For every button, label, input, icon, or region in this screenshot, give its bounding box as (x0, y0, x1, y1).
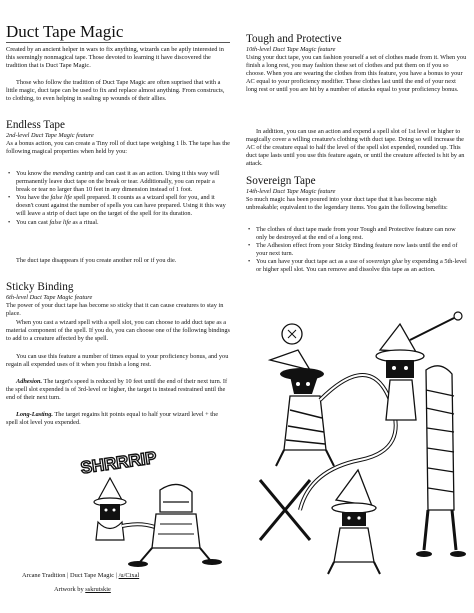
endless-tape-heading: Endless Tape (6, 119, 65, 131)
sticky-binding-paragraph-1: The power of your duct tape has become so sticky that it can cause creatures to stay in place. (6, 302, 224, 318)
long-lasting-paragraph: Long-Lasting. The target regains hit points equal to half your wizard level + the spell slot level you expended. (6, 411, 218, 427)
page-title: Duct Tape Magic (6, 22, 124, 41)
sovereign-tape-paragraph: So much magic has been poured into your duct tape that it has become nigh unbreakable; equivalent to the legendary items. You gain the following benefits: (246, 196, 448, 212)
sticky-binding-paragraph-2: When you cast a wizard spell with a spell slot, you can choose to add duct tape as a material component of the spell. If you do, you can choose one of the following bindings to add to a creature affected by the spell. (6, 319, 231, 343)
tough-protective-paragraph-2: In addition, you can use an action and expend a spell slot of 1st level or higher to magically cover a willing creature's clothing with duct tape. Doing so will increase the AC of the creature equal to half the level of the spell slot expended, rounded up. This duct tape lasts until you use this feature again, or until the creature affected is hit by an attack. (246, 128, 465, 168)
intro-paragraph-2: Those who follow the tradition of Duct Tape Magic are often suprised that with a little magic, duct tape can be used to fix and replace almost anything. From constructs, to clothing, to even helping in sealing up wounds of their allies. (6, 79, 225, 103)
taping-knight-artwork (60, 440, 230, 570)
duct-tape-wizards-artwork (240, 310, 470, 580)
artist-link[interactable]: sskrutskie (85, 586, 111, 593)
sovereign-tape-subheading: 14th-level Duct Tape Magic feature (246, 188, 336, 195)
list-item: • The clothes of duct tape made from your Tough and Protective feature can now only be destroyed at the end of a long rest. (246, 226, 468, 242)
endless-tape-subheading: 2nd-level Duct Tape Magic feature (6, 132, 94, 139)
tough-protective-heading: Tough and Protective (246, 33, 342, 45)
tough-protective-subheading: 10th-level Duct Tape Magic feature (246, 46, 336, 53)
author-link[interactable]: /u/Cixal (118, 572, 140, 579)
sticky-binding-heading: Sticky Binding (6, 281, 74, 293)
endless-tape-paragraph: As a bonus action, you can create a Tiny roll of duct tape weighing 1 lb. The tape has the following magical properties when held by you: (6, 140, 230, 156)
sticky-binding-subheading: 6th-level Duct Tape Magic feature (6, 294, 93, 301)
intro-paragraph-1: Created by an ancient helper in wars to fix anything, wizards can be aptly interested in this seemingly nonmagical tape. Those devoted to learning it have discovered the tradition that is Duct Tape Magic. (6, 46, 224, 70)
list-item: • You can cast false life as a ritual. (6, 219, 230, 227)
list-item: • You know the mending cantrip and can cast it as an action. Using it this way will permanently leave duct tape on the break or tear. Additionally, you can repair a break or tear no larger than 10 feet in any dimension instead of 1 foot. (6, 170, 230, 194)
sfx-text: SHRRRIP (79, 447, 158, 478)
tough-protective-paragraph-1: Using your duct tape, you can fashion yourself a set of clothes made from it. When you finish a long rest, you may fashion these set of clothes and put them on if you so choose. When you are wearing the clothes from this feature, you have a bonus to your AC equal to your proficiency modifier. These clothes last until the end of your next long rest or until you are hit by a number of attacks equal to your proficiency bonus. (246, 54, 467, 94)
list-item: • You can have your duct tape act as a use of sovereign glue by expending a 5th-level or higher spell slot. You can remove and dissolve this tape as an action. (246, 258, 468, 274)
sticky-binding-paragraph-3: You can use this feature a number of times equal to your proficiency bonus, and you regain all expended uses of it when you finish a long rest. (6, 353, 229, 369)
footer-artwork-credit: Artwork by sskrutskie (54, 586, 111, 593)
endless-tape-bullets (6, 170, 230, 227)
title-rule (6, 42, 230, 43)
footer-credit: Arcane Tradition | Duct Tape Magic | /u/Cixal (22, 572, 140, 579)
adhesion-paragraph: Adhesion. The target's speed is reduced by 10 feet until the end of their next turn. If the spell slot expended is of 3rd-level or higher, the target is instead restrained until the end of their next turn. (6, 378, 228, 402)
list-item: • The Adhesion effect from your Sticky Binding feature now lasts until the end of your next turn. (246, 242, 468, 258)
list-item: • You have the false life spell prepared. It counts as a wizard spell for you, and it doesn't count against the number of spells you can have prepared. Using it this way will leave a strip of duct tape on the target of the spell for its duration. (6, 194, 230, 218)
sovereign-tape-bullets (246, 226, 468, 275)
sovereign-tape-heading: Sovereign Tape (246, 175, 316, 187)
endless-tape-closing: The duct tape disappears if you create another roll or if you die. (16, 257, 177, 264)
